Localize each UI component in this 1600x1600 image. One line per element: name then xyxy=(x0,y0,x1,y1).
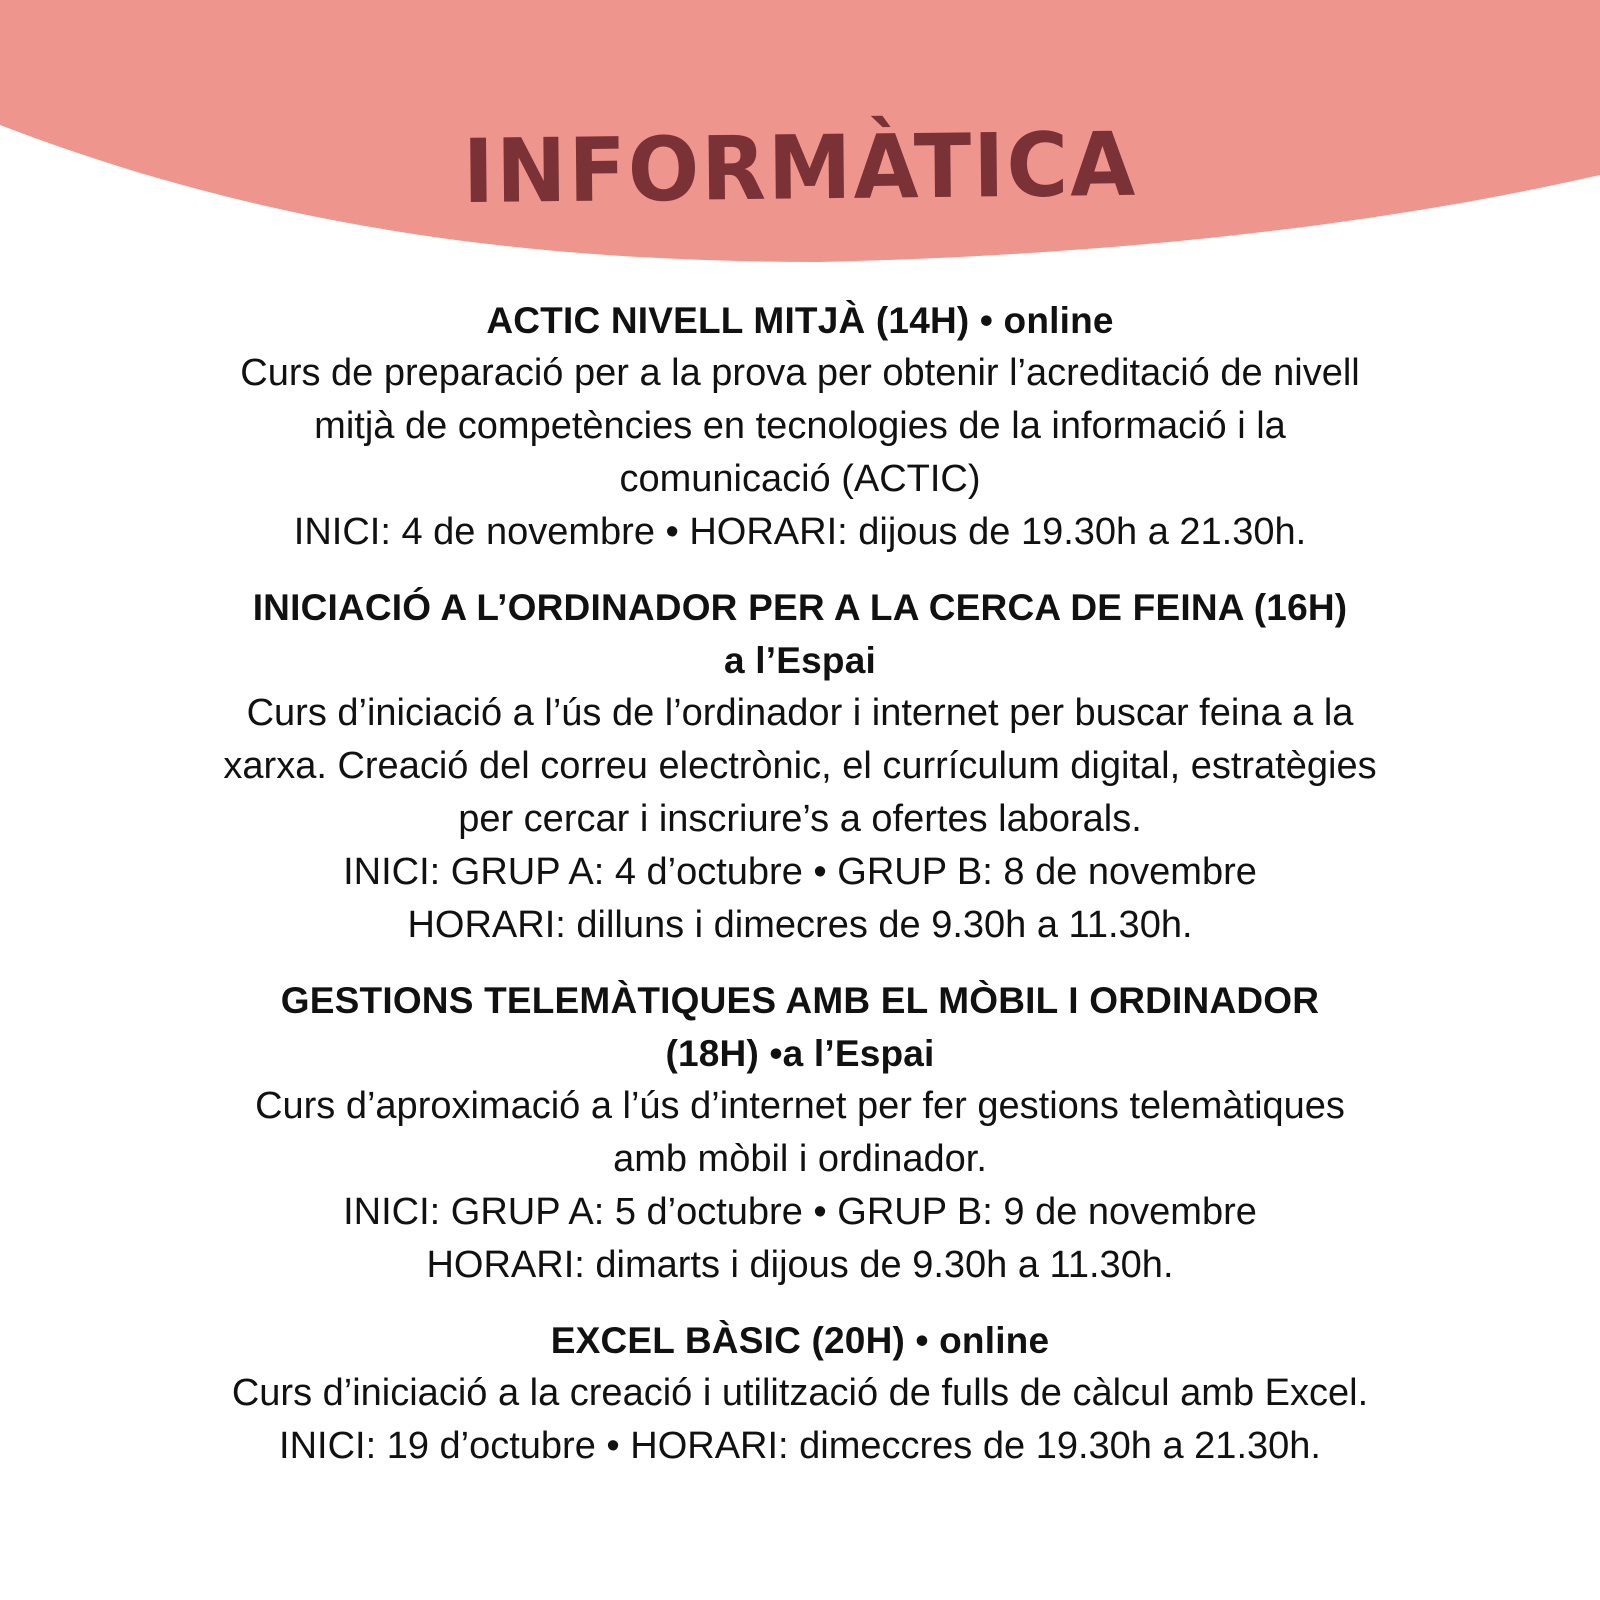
course-description: xarxa. Creació del correu electrònic, el currículum digital, estratègies xyxy=(223,745,1377,787)
page-title: INFORMÀTICA xyxy=(462,112,1138,224)
course-description: amb mòbil i ordinador. xyxy=(613,1138,987,1180)
course-schedule: INICI: 19 d’octubre • HORARI: dimeccres de 19.30h a 21.30h. xyxy=(279,1425,1321,1467)
course-description: Curs d’aproximació a l’ús d’internet per fer gestions telemàtiques xyxy=(255,1085,1345,1127)
course-title: EXCEL BÀSIC (20H) • online xyxy=(550,1320,1050,1361)
course-description: mitjà de competències en tecnologies de la informació i la xyxy=(314,405,1286,447)
course-description: Curs d’iniciació a l’ús de l’ordinador i internet per buscar feina a la xyxy=(246,692,1354,734)
course-list xyxy=(100,294,1500,1495)
course-schedule: INICI: 4 de novembre • HORARI: dijous de 19.30h a 21.30h. xyxy=(293,511,1307,553)
course-title: INICIACIÓ A L’ORDINADOR PER A LA CERCA DE FEINA (16H) xyxy=(252,587,1348,628)
course-gestions-telematiques xyxy=(100,974,1500,1292)
course-description: Curs d’iniciació a la creació i utilització de fulls de càlcul amb Excel. xyxy=(231,1372,1369,1414)
course-start: INICI: GRUP A: 5 d’octubre • GRUP B: 9 de novembre xyxy=(343,1191,1257,1233)
course-title: GESTIONS TELEMÀTIQUES AMB EL MÒBIL I ORDINADOR xyxy=(280,980,1320,1021)
course-iniciacio-ordinador xyxy=(100,581,1500,952)
course-start: INICI: GRUP A: 4 d’octubre • GRUP B: 8 de novembre xyxy=(343,851,1257,893)
course-excel-basic xyxy=(100,1314,1500,1473)
course-title-location: a l’Espai xyxy=(724,640,876,681)
course-description: per cercar i inscriure’s a ofertes laborals. xyxy=(458,798,1142,840)
course-schedule: HORARI: dilluns i dimecres de 9.30h a 11.30h. xyxy=(407,904,1193,946)
course-title-location: (18H) •a l’Espai xyxy=(665,1033,935,1074)
course-title: ACTIC NIVELL MITJÀ (14H) • online xyxy=(486,300,1114,341)
course-schedule: HORARI: dimarts i dijous de 9.30h a 11.30h. xyxy=(426,1244,1174,1286)
course-description: Curs de preparació per a la prova per obtenir l’acreditació de nivell xyxy=(240,352,1360,394)
course-actic xyxy=(100,294,1500,559)
course-description: comunicació (ACTIC) xyxy=(619,458,981,500)
